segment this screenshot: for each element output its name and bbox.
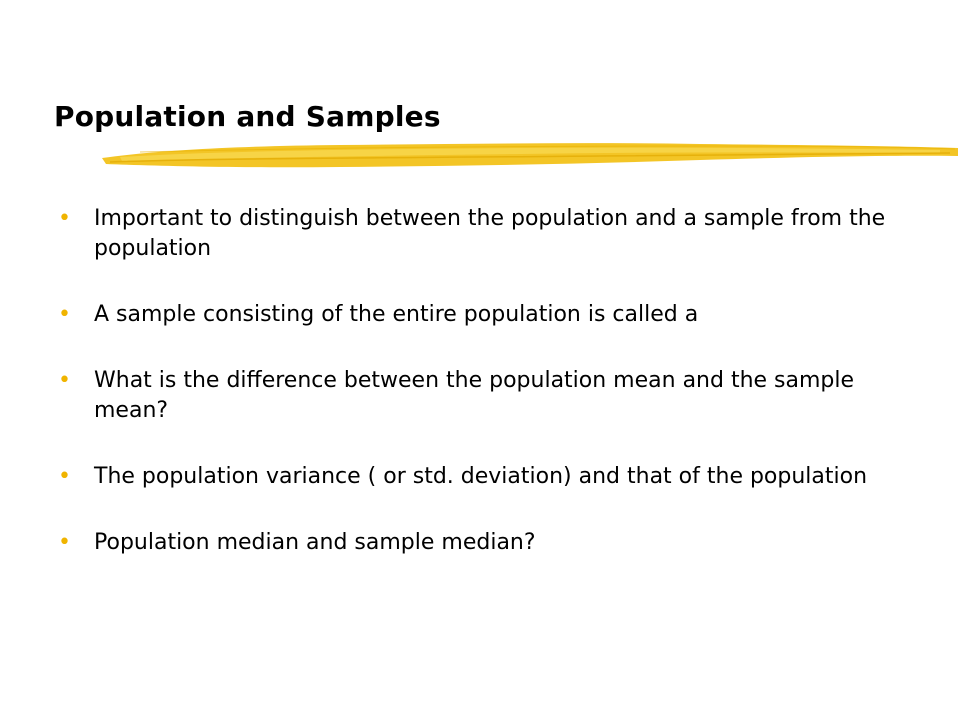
title-brushstroke-underline [100, 136, 960, 178]
slide-title: Population and Samples [54, 100, 441, 133]
bullet-item [58, 366, 918, 426]
bullet-marker: • [58, 530, 71, 555]
bullet-text: What is the difference between the population mean and the sample mean? [94, 368, 855, 423]
bullet-item [58, 300, 918, 330]
bullet-marker: • [58, 206, 71, 231]
bullet-item [58, 204, 918, 264]
bullet-list [58, 204, 918, 558]
bullet-text: A sample consisting of the entire population is called a [94, 302, 699, 327]
bullet-marker: • [58, 464, 71, 489]
bullet-item [58, 528, 918, 558]
bullet-item [58, 462, 918, 492]
bullet-marker: • [58, 368, 71, 393]
bullet-text: Important to distinguish between the population and a sample from the population [94, 206, 886, 261]
bullet-text: Population median and sample median? [94, 530, 536, 555]
bullet-marker: • [58, 302, 71, 327]
bullet-text: The population variance ( or std. deviation) and that of the population [94, 464, 868, 489]
